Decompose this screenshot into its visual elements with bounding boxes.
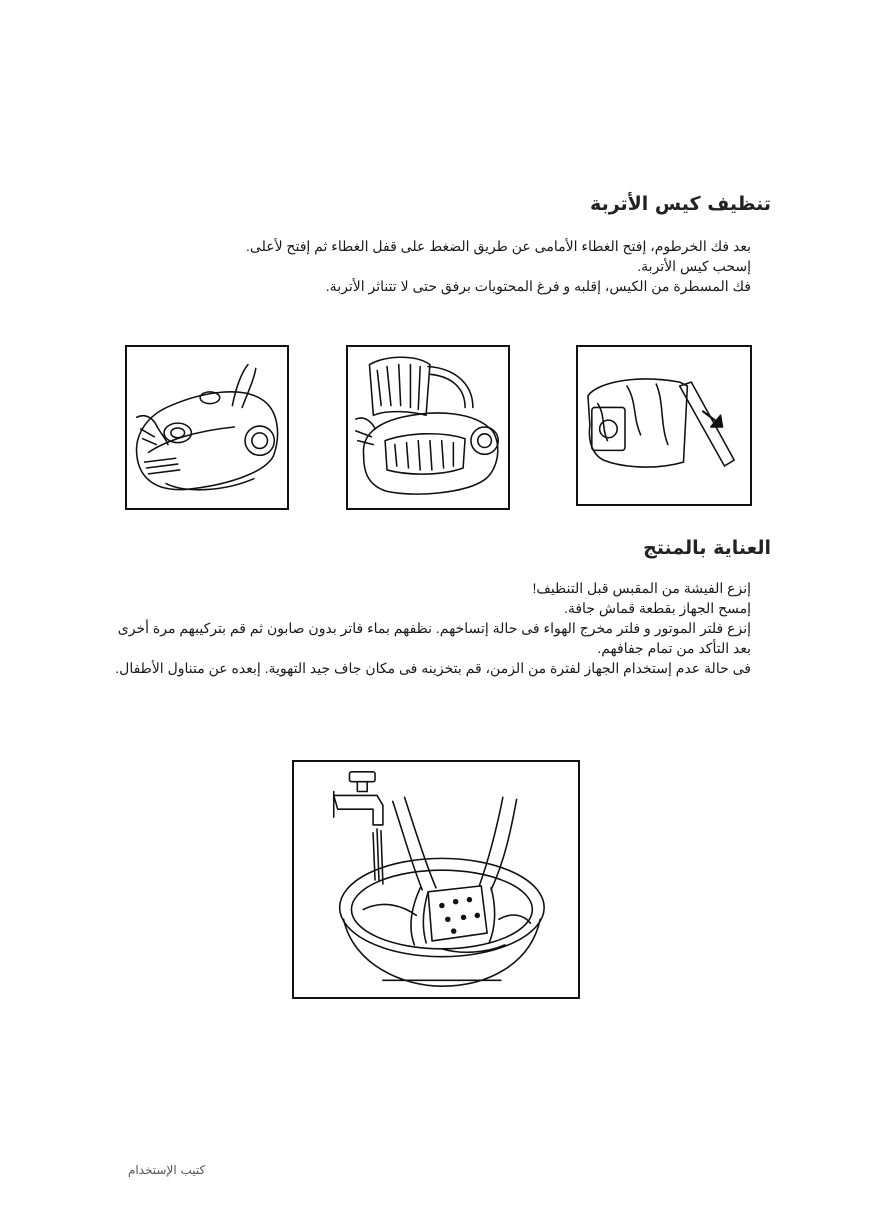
dust-bag-removal-illustration — [576, 345, 752, 506]
instruction-line: إمسح الجهاز بقطعة قماش جافة. — [563, 600, 751, 616]
instruction-line: إسحب كيس الأتربة. — [637, 258, 751, 274]
press-cover-latch-illustration — [125, 345, 289, 510]
product-care-instructions — [101, 578, 751, 678]
section-title-dust-bag: تنظيف كيس الأتربة — [590, 193, 771, 215]
dust-bag-instructions — [101, 236, 751, 296]
instruction-line: إنزع فلتر الموتور و فلتر مخرج الهواء فى حالة إتساخهم. نظفهم بماء فاتر بدون صابون ثم قم بتركيبهم مرة أخرى بعد التأكد من تمام جفافهم. — [117, 620, 751, 656]
section-title-product-care: العناية بالمنتج — [643, 537, 771, 559]
instruction-line: فك المسطرة من الكيس، إقلبه و فرغ المحتويات برفق حتى لا تتناثر الأتربة. — [325, 278, 751, 294]
instruction-line: بعد فك الخرطوم، إفتح الغطاء الأمامى عن طريق الضغط على قفل الغطاء ثم إفتح لأعلى. — [246, 238, 751, 254]
footer-text: كتيب الإستخدام — [128, 1163, 206, 1177]
open-cover-illustration — [346, 345, 510, 510]
instruction-line: إنزع الفيشة من المقبس قبل التنظيف! — [532, 580, 751, 596]
instruction-line: فى حالة عدم إستخدام الجهاز لفترة من الزمن، قم بتخزينه فى مكان جاف جيد التهوية. إبعده عن متناول الأطفال. — [115, 660, 751, 676]
washing-filter-illustration — [292, 760, 580, 999]
